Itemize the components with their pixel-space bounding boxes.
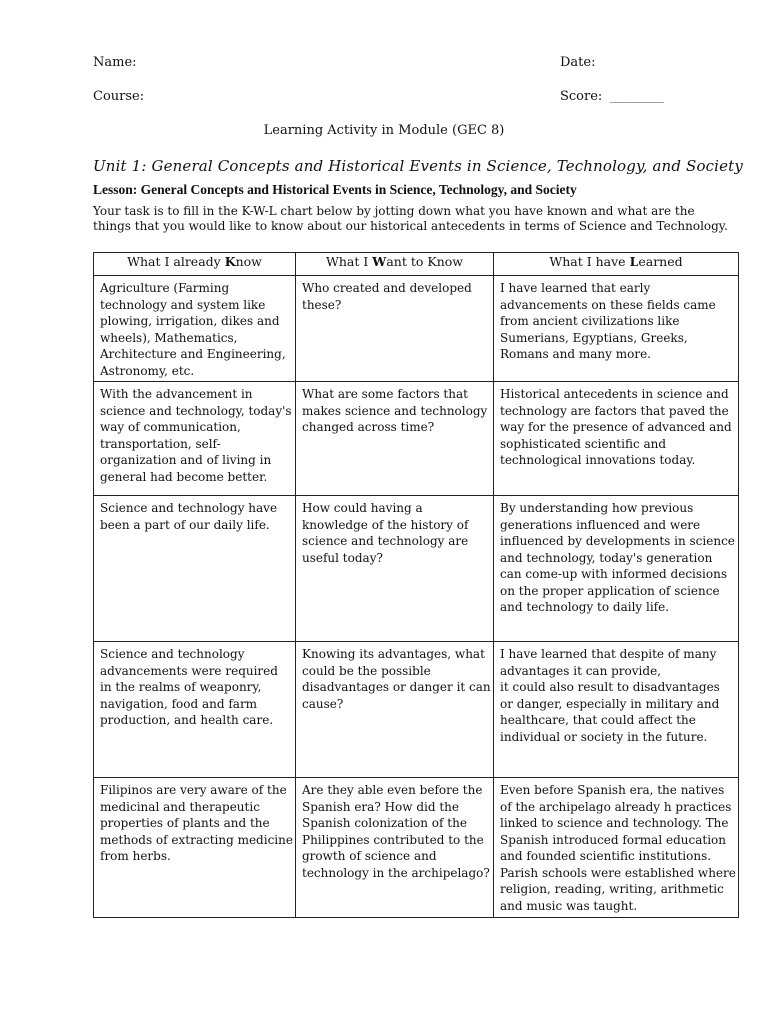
know-cell bbox=[94, 778, 296, 918]
learned-text: I have learned that early advancements on these fields came from ancient civilizations like Sumerians, Egyptians, Greeks, Romans and many more. bbox=[500, 281, 716, 361]
learned-text: Historical antecedents in science and technology are factors that paved the way for the presence of advanced and sophisticated scientific and technological innovations today. bbox=[500, 387, 732, 467]
know-text: Agriculture (Farming technology and system like plowing, irrigation, dikes and wheels), Mathematics, Architecture and Engineering, Astronomy, etc. bbox=[100, 281, 286, 378]
want-cell bbox=[296, 496, 494, 642]
want-text: Who created and developed these? bbox=[302, 281, 472, 312]
know-text: Science and technology have been a part of our daily life. bbox=[100, 501, 278, 532]
learned-cell bbox=[494, 382, 739, 496]
table-row bbox=[94, 382, 739, 496]
know-cell bbox=[94, 496, 296, 642]
table-row bbox=[94, 276, 739, 382]
want-text: Knowing its advantages, what could be the possible disadvantages or danger it can cause? bbox=[302, 647, 491, 711]
page-title: Learning Activity in Module (GEC 8) bbox=[263, 123, 505, 138]
header-know-post: now bbox=[235, 254, 262, 269]
score-label: Score: bbox=[560, 89, 603, 104]
header-learned-key: L bbox=[629, 254, 639, 269]
date-label: Date: bbox=[560, 55, 596, 70]
header-learned bbox=[494, 253, 739, 276]
know-text: Filipinos are very aware of the medicinal and therapeutic properties of plants and the methods of extracting medicine from herbs. bbox=[100, 783, 293, 863]
header-learned-pre: What I have bbox=[549, 254, 630, 269]
header-know bbox=[94, 253, 296, 276]
kwl-chart bbox=[93, 252, 739, 918]
want-cell bbox=[296, 778, 494, 918]
score-blank: ____________ bbox=[609, 92, 664, 103]
course-label: Course: bbox=[93, 89, 145, 104]
learned-cell bbox=[494, 276, 739, 382]
kwl-header-row bbox=[94, 253, 739, 276]
table-row bbox=[94, 778, 739, 918]
want-text: Are they able even before the Spanish era? How did the Spanish colonization of the Philippines contributed to the growth of science and technology in the archipelago? bbox=[302, 783, 490, 880]
table-row bbox=[94, 642, 739, 778]
instructions-text: Your task is to fill in the K-W-L chart below by jotting down what you have known and what are the things that you would like to know about our historical antecedents in terms of Science and Technology. bbox=[93, 204, 728, 233]
want-text: How could having a knowledge of the history of science and technology are useful today? bbox=[302, 501, 469, 565]
want-text: What are some factors that makes science and technology changed across time? bbox=[302, 387, 488, 434]
learned-cell bbox=[494, 642, 739, 778]
header-want bbox=[296, 253, 494, 276]
score-field bbox=[560, 89, 663, 106]
name-label: Name: bbox=[93, 55, 137, 70]
want-cell bbox=[296, 382, 494, 496]
know-cell bbox=[94, 276, 296, 382]
know-cell bbox=[94, 642, 296, 778]
learned-cell bbox=[494, 778, 739, 918]
learned-text: By understanding how previous generations influenced and were influenced by developments in science and technology, today's generation can come-up with informed decisions on the proper application of science and technology to daily life. bbox=[500, 501, 735, 614]
table-row bbox=[94, 496, 739, 642]
want-cell bbox=[296, 276, 494, 382]
header-know-pre: What I already bbox=[127, 254, 225, 269]
header-want-key: W bbox=[372, 254, 387, 269]
header-learned-post: earned bbox=[638, 254, 683, 269]
know-text: With the advancement in science and technology, today's way of communication, transportation, self-organization and of living in general had become better. bbox=[100, 387, 292, 484]
learned-text: I have learned that despite of many advantages it can provide, it could also result to disadvantages or danger, especially in military and healthcare, that could affect the individual or society in the future. bbox=[500, 647, 720, 744]
header-know-key: K bbox=[224, 254, 236, 269]
header-want-post: ant to Know bbox=[386, 254, 463, 269]
unit-heading: Unit 1: General Concepts and Historical Events in Science, Technology, and Society bbox=[93, 157, 743, 175]
know-text: Science and technology advancements were required in the realms of weaponry, navigation, food and farm production, and health care. bbox=[100, 647, 278, 727]
lesson-heading: Lesson: General Concepts and Historical Events in Science, Technology, and Society bbox=[93, 182, 577, 197]
header-want-pre: What I bbox=[326, 254, 373, 269]
learned-text: Even before Spanish era, the natives of the archipelago already h practices linked to science and technology. The Spanish introduced formal education and founded scientific institutions. Parish schools were established where religion, reading, writing, arithmetic and music was taught. bbox=[500, 783, 736, 913]
want-cell bbox=[296, 642, 494, 778]
learned-cell bbox=[494, 496, 739, 642]
know-cell bbox=[94, 382, 296, 496]
